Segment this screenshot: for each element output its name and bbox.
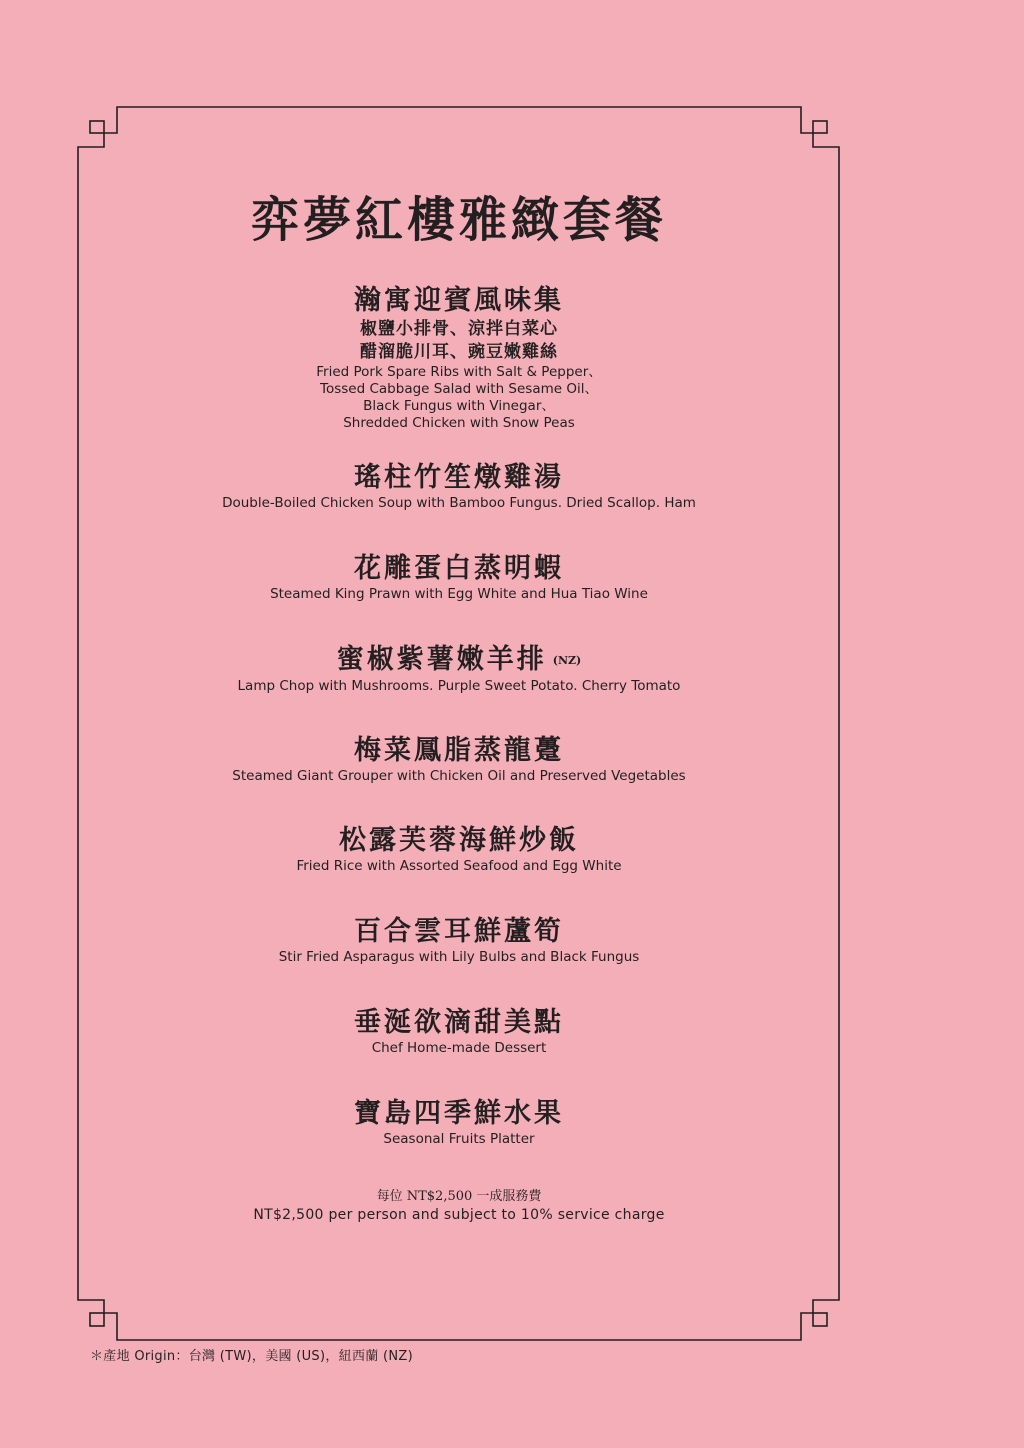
- course-item-prawn: [80, 552, 838, 603]
- course-name-zh: [80, 643, 838, 678]
- course-name-zh: 瀚寓迎賓風味集: [354, 285, 564, 316]
- course-name-en: Steamed King Prawn with Egg White and Hua Tiao Wine: [270, 586, 648, 602]
- course-name-zh-text: 蜜椒紫薯嫩羊排: [336, 644, 547, 675]
- price-text-en: NT$2,500 per person and subject to 10% service charge: [253, 1207, 665, 1223]
- origin-footnote: ＊產地 Origin：台灣 (TW)，美國 (US)，紐西蘭 (NZ): [90, 1349, 413, 1364]
- course-name-en: Shredded Chicken with Snow Peas: [343, 415, 575, 431]
- course-name-zh: 花雕蛋白蒸明蝦: [354, 553, 564, 584]
- course-name-zh: 垂涎欲滴甜美點: [354, 1007, 564, 1038]
- course-name-en: Stir Fried Asparagus with Lily Bulbs and Black Fungus: [278, 949, 640, 965]
- course-name-en: Black Fungus with Vinegar、: [363, 398, 555, 414]
- course-name-zh: 松露芙蓉海鮮炒飯: [339, 825, 579, 856]
- course-name-en: Steamed Giant Grouper with Chicken Oil and Preserved Vegetables: [232, 768, 686, 784]
- course-item-fried-rice: [80, 824, 838, 875]
- origin-tag: (NZ): [552, 653, 582, 667]
- course-item-dessert: [80, 1006, 838, 1057]
- course-name-zh: 百合雲耳鮮蘆筍: [354, 916, 564, 947]
- course-name-en: Fried Pork Spare Ribs with Salt & Pepper、: [316, 364, 602, 380]
- course-item-grouper: [80, 734, 838, 785]
- course-name-en: Lamp Chop with Mushrooms. Purple Sweet Potato. Cherry Tomato: [237, 677, 681, 694]
- course-name-zh: 寶島四季鮮水果: [354, 1098, 564, 1129]
- price-text-zh: 每位 NT$2,500 一成服務費: [376, 1189, 542, 1204]
- course-subitems-zh: 椒鹽小排骨、涼拌白菜心: [360, 319, 558, 339]
- course-name-en: Tossed Cabbage Salad with Sesame Oil、: [320, 381, 598, 397]
- course-item-appetizer: [80, 284, 838, 432]
- course-item-lamb: [80, 643, 838, 695]
- course-item-soup: [80, 461, 838, 512]
- course-name-zh: 梅菜鳳脂蒸龍躉: [354, 735, 564, 766]
- course-name-en: Fried Rice with Assorted Seafood and Egg White: [296, 858, 622, 874]
- menu-title: 弈夢紅樓雅緻套餐: [250, 192, 667, 248]
- course-name-zh: 瑤柱竹笙燉雞湯: [354, 462, 564, 493]
- course-subitems-zh: 醋溜脆川耳、豌豆嫩雞絲: [360, 342, 558, 362]
- course-name-en: Chef Home-made Dessert: [371, 1040, 547, 1056]
- course-name-en: Double-Boiled Chicken Soup with Bamboo Fungus. Dried Scallop. Ham: [222, 495, 696, 511]
- price-info: [80, 1188, 838, 1224]
- course-item-fruits: [80, 1097, 838, 1148]
- course-name-en: Seasonal Fruits Platter: [383, 1131, 535, 1147]
- course-item-asparagus: [80, 915, 838, 966]
